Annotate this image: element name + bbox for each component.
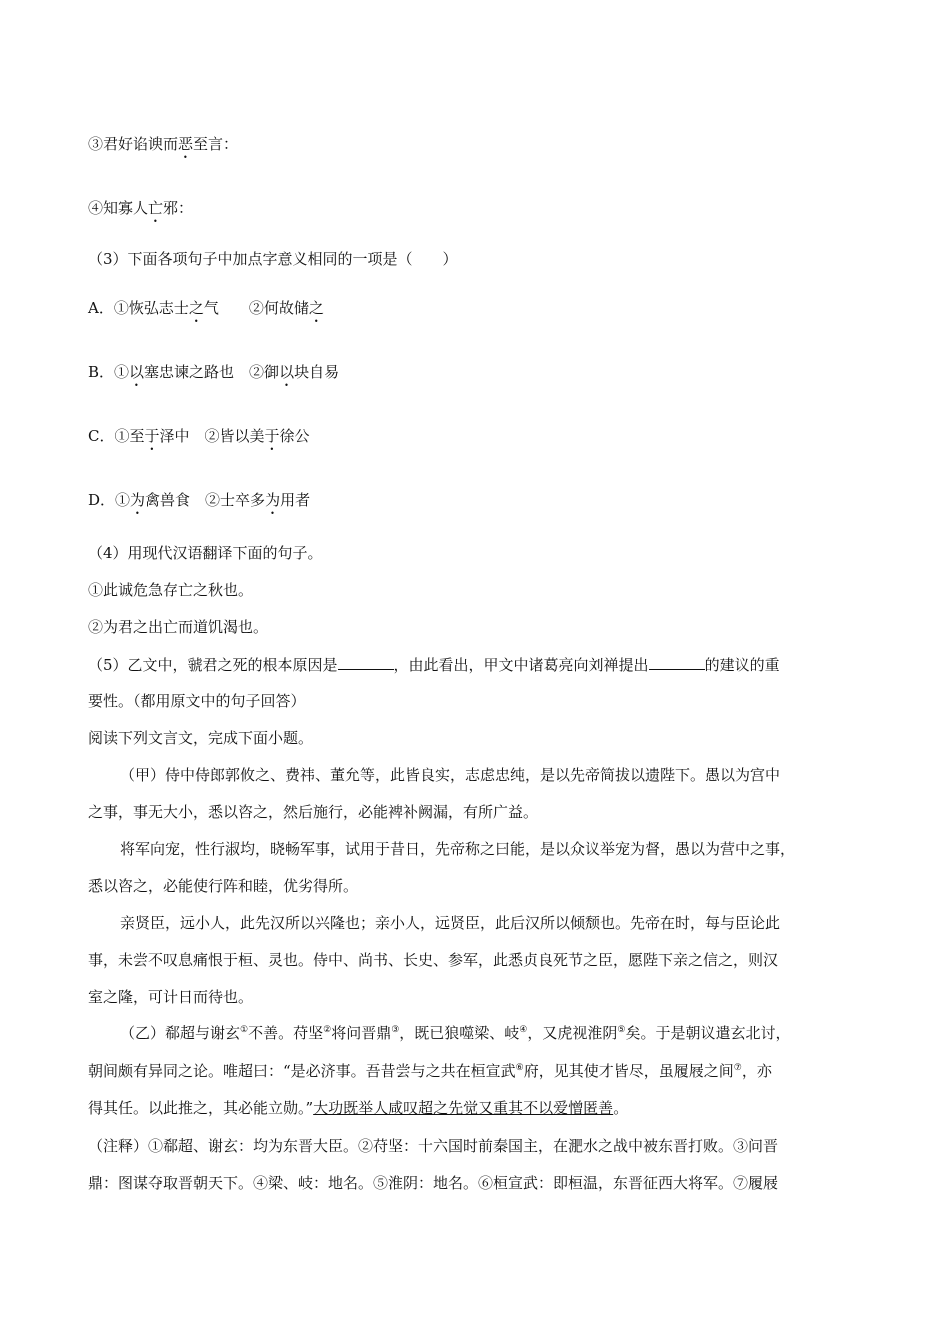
text: 府，见其使才皆尽，虽履屐之间 [523,1062,734,1080]
reading-intro: 阅读下列文言文，完成下面小题。 [88,729,314,747]
text: 将问晋鼎 [331,1024,392,1042]
annotation-line: 鼎：图谋夺取晋朝天下。④梁、岐：地名。⑤淮阴：地名。⑥桓宣武：即桓温，东晋征西大将军。⑦履屐 [88,1174,779,1192]
note-ref: ② [323,1025,332,1035]
text: ，亦 [741,1062,772,1080]
answer-blank-1[interactable] [338,655,394,670]
jia-line: 之事，事无大小，悉以咨之，然后施行，必能裨补阙漏，有所广益。 [88,803,539,821]
q2-item-3 [88,133,868,162]
text: （5）乙文中，虢君之死的根本原因是 [88,656,338,674]
q3-stem: （3）下面各项句子中加点字意义相同的一项是（ ） [88,250,458,268]
jia-line: 悉以咨之，必能使行阵和睦，优劣得所。 [88,877,359,895]
jia-line: 事，未尝不叹息痛恨于桓、灵也。侍中、尚书、长史、参军，此悉贞良死节之臣，愿陛下亲之信之，则汉 [88,951,779,969]
text: ③君好谄谀而 [88,135,179,153]
answer-blank-2[interactable] [649,655,705,670]
text: 矣。于是朝议遣玄北讨， [625,1024,791,1042]
option-c[interactable] [88,425,868,454]
text: 朝间颇有异同之论。唯超曰：“是必济事。吾昔尝与之共在桓宣武 [88,1062,516,1080]
yi-line [88,1097,868,1119]
text: 徐公 [279,427,310,445]
text: 气 ②何故储 [203,299,309,317]
text: 的建议的重 [704,656,780,674]
text: 。 [613,1099,629,1117]
q2-item-4 [88,197,868,226]
dotted-char: 以 [279,363,295,381]
text: B．① [88,363,130,381]
q5-line-1 [88,654,868,676]
dotted-char: 恶 [178,135,194,153]
text: 至言： [193,135,239,153]
note-ref: ⑦ [733,1063,742,1073]
text: 不善。苻坚 [248,1024,324,1042]
text: 邪： [163,199,194,217]
dotted-char: 之 [188,299,204,317]
jia-line: （甲）侍中侍郎郭攸之、费祎、董允等，此皆良实，志虑忠纯，是以先帝简拔以遗陛下。愚以为宫中 [120,766,781,784]
note-ref: ③ [391,1025,400,1035]
q4-stem: （4）用现代汉语翻译下面的句子。 [88,544,323,562]
dotted-char: 以 [129,363,145,381]
underlined-sentence: 大功既举人咸叹超之先觉又重其不以爱憎匿善 [313,1099,614,1117]
text: 用者 [280,491,311,509]
text: 禽兽食 ②士卒多 [145,491,266,509]
text: 塞忠谏之路也 ②御 [144,363,280,381]
text: 泽中 ②皆以美 [159,427,265,445]
text: ④知寡人 [88,199,149,217]
q5-line-2: 要性。（都用原文中的句子回答） [88,692,306,710]
option-b[interactable] [88,361,868,390]
text: 得其任。以此推之，其必能立勋。” [88,1099,314,1117]
dotted-char: 为 [265,491,281,509]
dotted-char: 亡 [148,199,164,217]
dotted-char: 于 [144,427,160,445]
q4-sentence-2: ②为君之出亡而道饥渴也。 [88,618,269,636]
note-ref: ④ [519,1025,528,1035]
jia-line: 室之隆，可计日而待也。 [88,988,254,1006]
jia-line: 将军向宠，性行淑均，晓畅军事，试用于昔日，先帝称之曰能，是以众议举宠为督，愚以为营中之事， [120,840,796,858]
note-ref: ① [240,1025,249,1035]
dotted-char: 于 [264,427,280,445]
text: ，又虎视淮阴 [527,1024,618,1042]
q4-sentence-1: ①此诚危急存亡之秋也。 [88,581,254,599]
note-ref: ⑤ [617,1025,626,1035]
text: （乙）郗超与谢玄 [120,1024,241,1042]
text: ，由此看出，甲文中诸葛亮向刘禅提出 [393,656,649,674]
text: 块自易 [294,363,340,381]
jia-line: 亲贤臣，远小人，此先汉所以兴隆也；亲小人，远贤臣，此后汉所以倾颓也。先帝在时，每与臣论此 [120,914,781,932]
dotted-char: 为 [130,491,146,509]
yi-line [88,1060,868,1082]
text: C．①至 [88,427,145,445]
option-a[interactable] [88,297,868,326]
annotation-line: （注释）①郗超、谢玄：均为东晋大臣。②苻坚：十六国时前秦国主，在淝水之战中被东晋打败。③问晋 [88,1137,779,1155]
option-d[interactable] [88,489,868,518]
text: A．①恢弘志士 [88,299,189,317]
text: ，既已狼噬梁、岐 [399,1024,520,1042]
dotted-char: 之 [308,299,324,317]
text: D．① [88,491,131,509]
note-ref: ⑥ [515,1063,524,1073]
yi-line [120,1022,868,1044]
